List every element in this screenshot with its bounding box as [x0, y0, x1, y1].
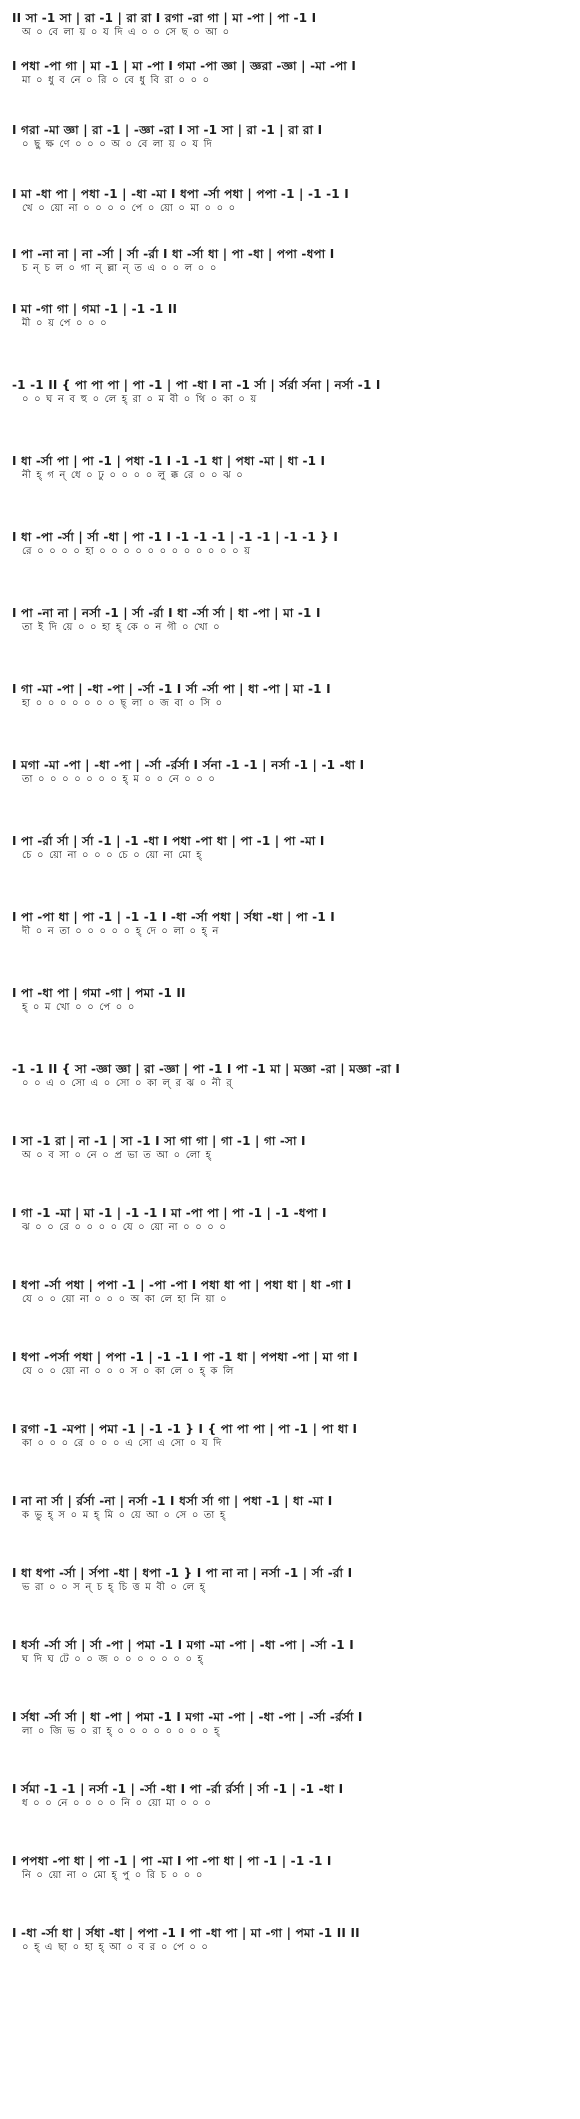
notation-block-3 — [12, 122, 566, 186]
swara-line: I গরা -মা জ্ঞা | রা -1 | -জ্ঞা -রা I সা -1 সা | রা -1 | রা রা I — [12, 123, 323, 137]
swara-line: I ধপা -র্সা পধা | পপা -1 | -পা -পা I পধা ধা পা | পধা ধা | ধা -গা I — [12, 1278, 352, 1292]
notation-block-20 — [12, 1349, 566, 1421]
notation-block-16 — [12, 1061, 566, 1133]
notation-block-22 — [12, 1493, 566, 1565]
swara-line: I ধপা -পর্সা পধা | পপা -1 | -1 -1 I পা -1 ধা | পপধা -পা | মা গা I — [12, 1350, 358, 1364]
lyric-line: ০ ০ এ ০ সো এ ০ সো ০ কা ল্ র ঝ ০ নী র্ — [22, 1078, 233, 1089]
lyric-line: ঝ ০ ০ রে ০ ০ ০ ০ যে ০ য়ো না ০ ০ ০ ০ — [22, 1222, 228, 1233]
swara-line: I পধা -পা গা | মা -1 | মা -পা I গমা -পা জ্ঞা | জ্ঞরা -জ্ঞা | -মা -পা I — [12, 59, 357, 73]
swara-line: I ধা -র্সা পা | পা -1 | পধা -1 I -1 -1 ধা | পধা -মা | ধা -1 I — [12, 454, 326, 468]
swara-line: -1 -1 II { সা -জ্ঞা জ্ঞা | রা -জ্ঞা | পা -1 I পা -1 মা | মজ্ঞা -রা | মজ্ঞা -রা I — [12, 1062, 401, 1076]
notation-block-8 — [12, 453, 566, 529]
lyric-line: ধ ০ ০ নে ০ ০ ০ ০ নি ০ য়ো মা ০ ০ ০ — [22, 1798, 213, 1809]
swara-line: I র্সধা -র্সা র্সা | ধা -পা | পমা -1 I মগা -মা -পা | -ধা -পা | -র্সা -র্রর্সা I — [12, 1710, 363, 1724]
lyric-line: নি ০ য়ো না ০ মো হ্ পু ০ রি চ ০ ০ ০ — [22, 1870, 204, 1881]
swara-line: I না না র্সা | র্রর্সা -না | নর্সা -1 I ধর্সা র্সা গা | পধা -1 | ধা -মা I — [12, 1494, 333, 1508]
swara-line: -1 -1 II { পা পা পা | পা -1 | পা -ধা I না -1 র্সা | র্সর্রা র্সনা | নর্সা -1 I — [12, 378, 381, 392]
swara-line: I পা -র্রা র্সা | র্সা -1 | -1 -ধা I পধা -পা ধা | পা -1 | পা -মা I — [12, 834, 325, 848]
notation-block-5 — [12, 246, 566, 301]
lyric-line: অ ০ বে লা য় ০ য দি এ ০ ০ সে ছ ০ আ ০ — [22, 27, 231, 38]
swara-line: I পা -ধা পা | গমা -গা | পমা -1 II — [12, 986, 186, 1000]
notation-block-17 — [12, 1133, 566, 1205]
swara-line: I রগা -1 -মপা | পমা -1 | -1 -1 } I { পা পা পা | পা -1 | পা ধা I — [12, 1422, 358, 1436]
swara-line: I পা -পা ধা | পা -1 | -1 -1 I -ধা -র্সা পধা | র্সধা -ধা | পা -1 I — [12, 910, 335, 924]
notation-block-9 — [12, 529, 566, 605]
notation-block-21 — [12, 1421, 566, 1493]
lyric-line: যে ০ ০ য়ো না ০ ০ ০ অ কা লে হা নি য়া ০ — [22, 1294, 228, 1305]
lyric-line: মী ০ য় পে ০ ০ ০ — [22, 318, 108, 329]
swara-line: I ধর্সা -র্সা র্সা | র্সা -পা | পমা -1 I মগা -মা -পা | -ধা -পা | -র্সা -1 I — [12, 1638, 354, 1652]
notation-block-7 — [12, 377, 566, 453]
lyric-line: ভ রা ০ ০ স ন্ চ হ্ চি ত্ত ম বী ০ লে হ্ — [22, 1582, 207, 1593]
lyric-line: রে ০ ০ ০ ০ হা ০ ০ ০ ০ ০ ০ ০ ০ ০ ০ ০ ০ য় — [22, 546, 252, 557]
lyric-line: মা ০ ধু ব নে ০ রি ০ বে ধু বি রা ০ ০ ০ — [22, 75, 211, 86]
lyric-line: চে ০ য়ো না ০ ০ ০ চে ০ য়ো না মো হ্ — [22, 850, 203, 861]
swara-line: II সা -1 সা | রা -1 | রা রা I রগা -রা গা | মা -পা | পা -1 I — [12, 11, 317, 25]
swara-line: I পপধা -পা ধা | পা -1 | পা -মা I পা -পা ধা | পা -1 | -1 -1 I — [12, 1854, 332, 1868]
notation-block-18 — [12, 1205, 566, 1277]
lyric-line: দী ০ ন তা ০ ০ ০ ০ ০ হ্ দে ০ লা ০ হ্ ন — [22, 926, 220, 937]
notation-block-28 — [12, 1925, 566, 1965]
swara-line: I মা -ধা পা | পধা -1 | -ধা -মা I ধপা -র্সা পধা | পপা -1 | -1 -1 I — [12, 187, 349, 201]
swara-line: I মা -গা গা | গমা -1 | -1 -1 II — [12, 302, 178, 316]
lyric-line: খে ০ য়ো না ০ ০ ০ ০ পে ০ য়ো ০ মা ০ ০ ০ — [22, 203, 237, 214]
lyric-line: ০ ছু ক্ষ ণে ০ ০ ০ অ ০ বে লা য় ০ য দি — [22, 139, 213, 150]
swara-line: I -ধা -র্সা ধা | র্সধা -ধা | পপা -1 I পা -ধা পা | মা -গা | পমা -1 II II — [12, 1926, 360, 1940]
lyric-line: অ ০ ব সা ০ নে ০ প্র ভা ত আ ০ লো হ্ — [22, 1150, 213, 1161]
notation-block-1 — [12, 10, 566, 58]
notation-block-6 — [12, 301, 566, 377]
notation-block-23 — [12, 1565, 566, 1637]
notation-block-15 — [12, 985, 566, 1061]
lyric-line: তা ০ ০ ০ ০ ০ ০ ০ হ্ ম ০ ০ নে ০ ০ ০ — [22, 774, 217, 785]
swara-line: I মগা -মা -পা | -ধা -পা | -র্সা -র্রর্সা I র্সনা -1 -1 | নর্সা -1 | -1 -ধা I — [12, 758, 365, 772]
notation-block-11 — [12, 681, 566, 757]
lyric-line: যে ০ ০ য়ো না ০ ০ ০ স ০ কা লে ০ হ্ ক লি — [22, 1366, 235, 1377]
lyric-line: তা ই দি য়ে ০ ০ হা হ্ কে ০ ন গী ০ খো ০ — [22, 622, 221, 633]
lyric-line: হ্ ০ ম খো ০ ০ পে ০ ০ — [22, 1002, 136, 1013]
lyric-line: লা ০ জি ভ ০ রা হ্ ০ ০ ০ ০ ০ ০ ০ ০ হ্ — [22, 1726, 221, 1737]
swara-line: I সা -1 রা | না -1 | সা -1 I সা গা গা | গা -1 | গা -সা I — [12, 1134, 306, 1148]
swara-line: I ধা -পা -র্সা | র্সা -ধা | পা -1 I -1 -1 -1 | -1 -1 | -1 -1 } I — [12, 530, 339, 544]
notation-block-19 — [12, 1277, 566, 1349]
lyric-line: হা ০ ০ ০ ০ ০ ০ ০ ছ্ লা ০ জ বা ০ সি ০ — [22, 698, 224, 709]
swara-line: I গা -1 -মা | মা -1 | -1 -1 I মা -পা পা | পা -1 | -1 -ধপা I — [12, 1206, 327, 1220]
lyric-line: ০ হ্ এ ছা ০ হা হ্ আ ০ ব র ০ পে ০ ০ — [22, 1942, 210, 1953]
notation-block-26 — [12, 1781, 566, 1853]
notation-block-14 — [12, 909, 566, 985]
lyric-line: ঘ দি ঘ টে ০ ০ জ ০ ০ ০ ০ ০ ০ ০ হ্ — [22, 1654, 204, 1665]
notation-block-2 — [12, 58, 566, 122]
notation-block-24 — [12, 1637, 566, 1709]
lyric-line: চ ন্ চ ল ০ গা ন্ ল্লা ন্ ত এ ০ ০ ল ০ ০ — [22, 263, 218, 274]
notation-block-4 — [12, 186, 566, 246]
swara-line: I গা -মা -পা | -ধা -পা | -র্সা -1 I র্সা -র্সা পা | ধা -পা | মা -1 I — [12, 682, 331, 696]
lyric-line: কা ০ ০ ০ রে ০ ০ ০ এ সো এ সো ০ য দি — [22, 1438, 223, 1449]
notation-block-27 — [12, 1853, 566, 1925]
notation-block-12 — [12, 757, 566, 833]
lyric-line: ০ ০ ঘ ন ব হু ০ লে হ্ রা ০ ম বী ০ থি ০ কা ০ য় — [22, 394, 258, 405]
swara-line: I পা -না না | নর্সা -1 | র্সা -র্রা I ধা -র্সা র্সা | ধা -পা | মা -1 I — [12, 606, 321, 620]
lyric-line: ক ভু হ্ স ০ ম হ্ মি ০ য়ে আ ০ সে ০ তা হ্ — [22, 1510, 227, 1521]
swara-line: I র্সমা -1 -1 | নর্সা -1 | -র্সা -ধা I পা -র্রা র্রর্সা | র্সা -1 | -1 -ধা I — [12, 1782, 344, 1796]
swara-line: I পা -না না | না -র্সা | র্সা -র্রা I ধা -র্সা ধা | পা -ধা | পপা -ধপা I — [12, 247, 335, 261]
notation-block-13 — [12, 833, 566, 909]
notation-block-25 — [12, 1709, 566, 1781]
swara-line: I ধা ধপা -র্সা | র্সপা -ধা | ধপা -1 } I পা না না | নর্সা -1 | র্সা -র্রা I — [12, 1566, 353, 1580]
lyric-line: নী হ্ গ ন্ ধে ০ ঢু ০ ০ ০ ০ লু ক্ক রে ০ ০ ঝ ০ — [22, 470, 244, 481]
notation-block-10 — [12, 605, 566, 681]
